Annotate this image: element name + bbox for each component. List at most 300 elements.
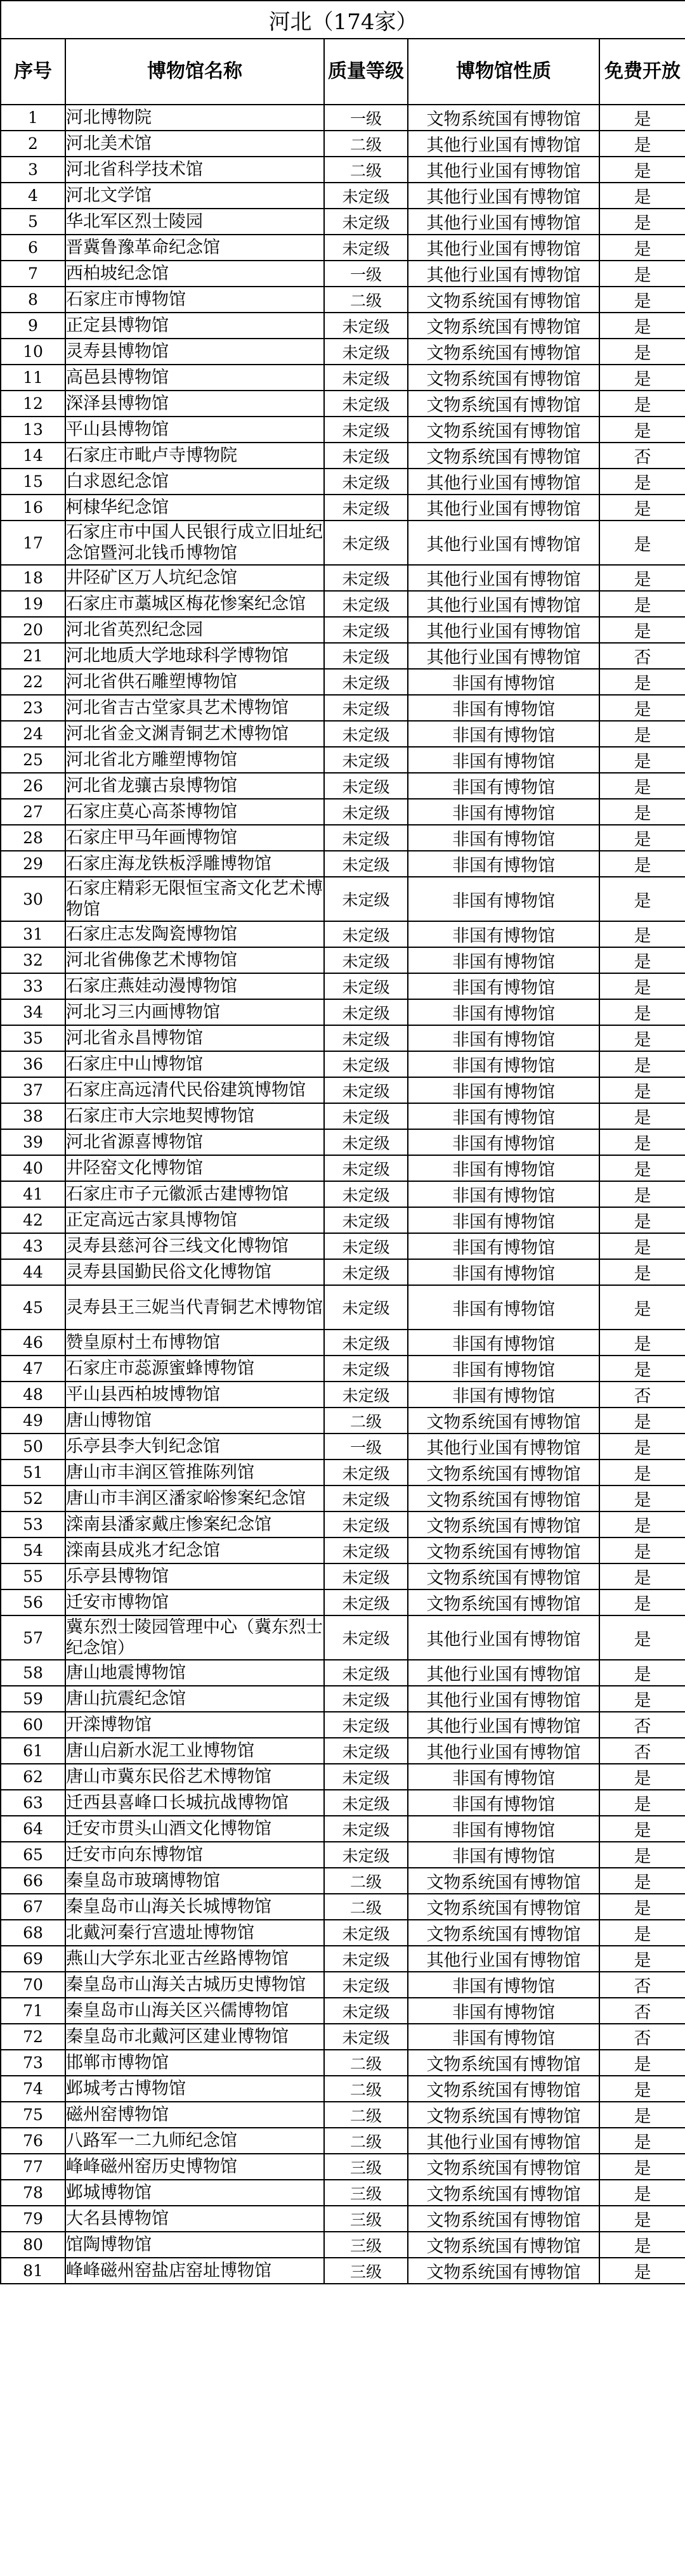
table-row [1,799,685,825]
quality-level: 未定级 [324,1460,408,1485]
table-row [1,1712,685,1738]
free-admission: 是 [599,721,685,747]
free-admission: 是 [599,495,685,521]
table-row [1,721,685,747]
free-admission: 是 [599,157,685,183]
museum-nature: 其他行业国有博物馆 [408,261,599,287]
museum-name: 迁安市博物馆 [65,1589,324,1615]
museum-nature: 文物系统国有博物馆 [408,1460,599,1485]
quality-level: 未定级 [324,643,408,669]
quality-level: 未定级 [324,1155,408,1181]
row-number: 18 [1,565,65,591]
free-admission: 是 [599,417,685,443]
museum-name: 唐山启新水泥工业博物馆 [65,1738,324,1764]
table-row [1,773,685,799]
museum-name: 赞皇原村土布博物馆 [65,1330,324,1356]
museum-nature: 非国有博物馆 [408,721,599,747]
row-number: 39 [1,1129,65,1155]
table-row [1,183,685,209]
museum-nature: 非国有博物馆 [408,1764,599,1790]
row-number: 5 [1,209,65,235]
header-free: 免费开放 [599,39,685,105]
free-admission: 否 [599,2024,685,2050]
free-admission: 是 [599,591,685,617]
quality-level: 未定级 [324,391,408,417]
table-row [1,1233,685,1259]
row-number: 42 [1,1207,65,1233]
museum-nature: 其他行业国有博物馆 [408,643,599,669]
table-row [1,339,685,365]
museum-nature: 非国有博物馆 [408,1051,599,1077]
quality-level: 一级 [324,261,408,287]
table-row [1,1946,685,1972]
table-row [1,2154,685,2180]
quality-level: 未定级 [324,1790,408,1816]
row-number: 74 [1,2076,65,2102]
free-admission: 是 [599,1842,685,1868]
museum-nature: 文物系统国有博物馆 [408,1511,599,1537]
museum-nature: 非国有博物馆 [408,1382,599,1408]
table-row [1,1408,685,1434]
quality-level: 三级 [324,2180,408,2206]
row-number: 61 [1,1738,65,1764]
museum-nature: 非国有博物馆 [408,947,599,973]
quality-level: 未定级 [324,973,408,999]
free-admission: 是 [599,1103,685,1129]
museum-name: 石家庄市博物馆 [65,287,324,313]
free-admission: 是 [599,773,685,799]
free-admission: 否 [599,1972,685,1998]
museum-nature: 非国有博物馆 [408,1155,599,1181]
row-number: 62 [1,1764,65,1790]
table-row [1,157,685,183]
quality-level: 未定级 [324,851,408,877]
quality-level: 未定级 [324,1382,408,1408]
row-number: 26 [1,773,65,799]
quality-level: 未定级 [324,339,408,365]
free-admission: 是 [599,1764,685,1790]
quality-level: 未定级 [324,521,408,565]
free-admission: 是 [599,261,685,287]
row-number: 15 [1,469,65,495]
museum-name: 石家庄高远清代民俗建筑博物馆 [65,1077,324,1103]
free-admission: 是 [599,2076,685,2102]
table-row [1,1816,685,1842]
quality-level: 未定级 [324,1207,408,1233]
museum-name: 石家庄市中国人民银行成立旧址纪念馆暨河北钱币博物馆 [65,521,324,565]
museum-name: 白求恩纪念馆 [65,469,324,495]
quality-level: 未定级 [324,417,408,443]
table-row [1,105,685,131]
table-row [1,261,685,287]
table-row [1,1764,685,1790]
row-number: 16 [1,495,65,521]
free-admission: 是 [599,617,685,643]
table-row [1,825,685,851]
quality-level: 一级 [324,1434,408,1460]
quality-level: 未定级 [324,1686,408,1712]
museum-name: 石家庄市子元徽派古建博物馆 [65,1181,324,1207]
museum-nature: 非国有博物馆 [408,1129,599,1155]
museum-nature: 文物系统国有博物馆 [408,1563,599,1589]
table-row [1,1356,685,1382]
museum-name: 灵寿县王三妮当代青铜艺术博物馆 [65,1285,324,1330]
free-admission: 是 [599,105,685,131]
museum-name: 正定高远古家具博物馆 [65,1207,324,1233]
row-number: 34 [1,999,65,1025]
table-row [1,1155,685,1181]
free-admission: 是 [599,1894,685,1920]
row-number: 77 [1,2154,65,2180]
free-admission: 是 [599,747,685,773]
free-admission: 否 [599,643,685,669]
museum-name: 石家庄市藁城区梅花惨案纪念馆 [65,591,324,617]
header-level: 质量等级 [324,39,408,105]
quality-level: 二级 [324,131,408,157]
quality-level: 三级 [324,2206,408,2232]
museum-nature: 非国有博物馆 [408,999,599,1025]
table-row [1,287,685,313]
museum-nature: 其他行业国有博物馆 [408,1712,599,1738]
museum-name: 灵寿县国勤民俗文化博物馆 [65,1259,324,1285]
row-number: 20 [1,617,65,643]
row-number: 78 [1,2180,65,2206]
museum-name: 河北文学馆 [65,183,324,209]
free-admission: 是 [599,947,685,973]
row-number: 21 [1,643,65,669]
quality-level: 未定级 [324,1816,408,1842]
quality-level: 二级 [324,1408,408,1434]
museum-nature: 其他行业国有博物馆 [408,495,599,521]
quality-level: 未定级 [324,1920,408,1946]
museum-nature: 非国有博物馆 [408,921,599,947]
free-admission: 是 [599,1920,685,1946]
museum-nature: 其他行业国有博物馆 [408,1434,599,1460]
museum-nature: 其他行业国有博物馆 [408,521,599,565]
museum-name: 唐山地震博物馆 [65,1660,324,1686]
quality-level: 三级 [324,2232,408,2258]
table-row [1,1563,685,1589]
row-number: 37 [1,1077,65,1103]
museum-name: 唐山博物馆 [65,1408,324,1434]
free-admission: 是 [599,183,685,209]
quality-level: 未定级 [324,1537,408,1563]
museum-nature: 非国有博物馆 [408,1259,599,1285]
free-admission: 是 [599,339,685,365]
quality-level: 未定级 [324,1285,408,1330]
free-admission: 是 [599,365,685,391]
museum-name: 开滦博物馆 [65,1712,324,1738]
quality-level: 未定级 [324,721,408,747]
table-row [1,2206,685,2232]
table-row [1,495,685,521]
row-number: 43 [1,1233,65,1259]
quality-level: 未定级 [324,1181,408,1207]
museum-name: 河北省北方雕塑博物馆 [65,747,324,773]
museum-name: 邺城考古博物馆 [65,2076,324,2102]
free-admission: 是 [599,1077,685,1103]
table-row [1,1589,685,1615]
quality-level: 未定级 [324,1233,408,1259]
museum-name: 灵寿县博物馆 [65,339,324,365]
row-number: 24 [1,721,65,747]
table-title: 河北（174家） [1,1,685,39]
free-admission: 是 [599,2128,685,2154]
free-admission: 是 [599,2154,685,2180]
quality-level: 未定级 [324,999,408,1025]
table-row [1,851,685,877]
museum-name: 柯棣华纪念馆 [65,495,324,521]
table-row [1,1460,685,1485]
museum-name: 石家庄燕娃动漫博物馆 [65,973,324,999]
quality-level: 未定级 [324,747,408,773]
row-number: 2 [1,131,65,157]
table-row [1,973,685,999]
row-number: 47 [1,1356,65,1382]
museum-nature: 非国有博物馆 [408,1103,599,1129]
quality-level: 未定级 [324,1563,408,1589]
museum-name: 迁安市向东博物馆 [65,1842,324,1868]
table-row [1,877,685,921]
table-row [1,999,685,1025]
museum-nature: 其他行业国有博物馆 [408,157,599,183]
table-row [1,1998,685,2024]
museum-nature: 文物系统国有博物馆 [408,2154,599,2180]
header-name: 博物馆名称 [65,39,324,105]
row-number: 59 [1,1686,65,1712]
table-row [1,1511,685,1537]
table-row [1,1485,685,1511]
museum-nature: 非国有博物馆 [408,2024,599,2050]
free-admission: 是 [599,973,685,999]
table-row [1,443,685,469]
quality-level: 未定级 [324,1712,408,1738]
table-row [1,417,685,443]
row-number: 14 [1,443,65,469]
row-number: 53 [1,1511,65,1537]
table-row [1,1537,685,1563]
museum-name: 河北习三内画博物馆 [65,999,324,1025]
quality-level: 二级 [324,2076,408,2102]
free-admission: 是 [599,1051,685,1077]
row-number: 40 [1,1155,65,1181]
table-row [1,1615,685,1660]
free-admission: 是 [599,131,685,157]
free-admission: 是 [599,1868,685,1894]
museum-name: 乐亭县李大钊纪念馆 [65,1434,324,1460]
row-number: 1 [1,105,65,131]
museum-name: 河北省科学技术馆 [65,157,324,183]
row-number: 81 [1,2258,65,2284]
museum-nature: 其他行业国有博物馆 [408,591,599,617]
museum-nature: 其他行业国有博物馆 [408,131,599,157]
row-number: 70 [1,1972,65,1998]
museum-nature: 其他行业国有博物馆 [408,183,599,209]
free-admission: 是 [599,1285,685,1330]
row-number: 72 [1,2024,65,2050]
quality-level: 未定级 [324,469,408,495]
row-number: 35 [1,1025,65,1051]
quality-level: 未定级 [324,773,408,799]
museum-nature: 非国有博物馆 [408,1233,599,1259]
table-row [1,2102,685,2128]
row-number: 3 [1,157,65,183]
free-admission: 是 [599,1181,685,1207]
quality-level: 未定级 [324,1511,408,1537]
museum-nature: 文物系统国有博物馆 [408,2232,599,2258]
museum-nature: 文物系统国有博物馆 [408,339,599,365]
quality-level: 未定级 [324,1356,408,1382]
museum-name: 滦南县潘家戴庄惨案纪念馆 [65,1511,324,1537]
row-number: 48 [1,1382,65,1408]
row-number: 41 [1,1181,65,1207]
row-number: 44 [1,1259,65,1285]
row-number: 65 [1,1842,65,1868]
row-number: 17 [1,521,65,565]
quality-level: 二级 [324,2050,408,2076]
quality-level: 未定级 [324,1077,408,1103]
table-row [1,1207,685,1233]
free-admission: 是 [599,1946,685,1972]
museum-nature: 文物系统国有博物馆 [408,313,599,339]
museum-name: 灵寿县慈河谷三线文化博物馆 [65,1233,324,1259]
museum-name: 河北省英烈纪念园 [65,617,324,643]
free-admission: 是 [599,209,685,235]
table-row [1,591,685,617]
table-row [1,1025,685,1051]
row-number: 11 [1,365,65,391]
row-number: 12 [1,391,65,417]
free-admission: 是 [599,1686,685,1712]
table-row [1,1103,685,1129]
free-admission: 是 [599,1615,685,1660]
free-admission: 是 [599,565,685,591]
museum-name: 八路军一二九师纪念馆 [65,2128,324,2154]
row-number: 76 [1,2128,65,2154]
row-number: 29 [1,851,65,877]
quality-level: 未定级 [324,1589,408,1615]
museum-name: 河北美术馆 [65,131,324,157]
free-admission: 是 [599,1660,685,1686]
table-row [1,1077,685,1103]
museum-nature: 非国有博物馆 [408,877,599,921]
museum-nature: 文物系统国有博物馆 [408,2206,599,2232]
free-admission: 是 [599,1460,685,1485]
museum-nature: 非国有博物馆 [408,1972,599,1998]
museum-name: 石家庄市大宗地契博物馆 [65,1103,324,1129]
museum-nature: 文物系统国有博物馆 [408,1589,599,1615]
museum-nature: 非国有博物馆 [408,799,599,825]
table-row [1,617,685,643]
quality-level: 未定级 [324,1259,408,1285]
free-admission: 是 [599,521,685,565]
museum-name: 乐亭县博物馆 [65,1563,324,1589]
row-number: 58 [1,1660,65,1686]
table-row [1,2180,685,2206]
quality-level: 未定级 [324,443,408,469]
table-row [1,2128,685,2154]
museum-name: 西柏坡纪念馆 [65,261,324,287]
table-row [1,1920,685,1946]
free-admission: 是 [599,1330,685,1356]
free-admission: 是 [599,2102,685,2128]
table-row [1,1330,685,1356]
table-row [1,1868,685,1894]
quality-level: 未定级 [324,1842,408,1868]
museum-name: 石家庄甲马年画博物馆 [65,825,324,851]
museum-nature: 非国有博物馆 [408,973,599,999]
free-admission: 是 [599,1259,685,1285]
museum-name: 石家庄志发陶瓷博物馆 [65,921,324,947]
museum-name: 秦皇岛市玻璃博物馆 [65,1868,324,1894]
museum-nature: 文物系统国有博物馆 [408,365,599,391]
table-row [1,565,685,591]
museum-nature: 非国有博物馆 [408,1285,599,1330]
quality-level: 未定级 [324,565,408,591]
row-number: 4 [1,183,65,209]
table-row [1,921,685,947]
free-admission: 是 [599,2258,685,2284]
free-admission: 是 [599,1155,685,1181]
free-admission: 否 [599,1998,685,2024]
table-row [1,695,685,721]
free-admission: 是 [599,825,685,851]
museum-name: 石家庄市毗卢寺博物院 [65,443,324,469]
museum-nature: 文物系统国有博物馆 [408,391,599,417]
museum-nature: 其他行业国有博物馆 [408,1738,599,1764]
museum-nature: 非国有博物馆 [408,1025,599,1051]
museum-nature: 非国有博物馆 [408,1356,599,1382]
free-admission: 是 [599,1563,685,1589]
row-number: 69 [1,1946,65,1972]
museum-name: 滦南县成兆才纪念馆 [65,1537,324,1563]
museum-name: 唐山市冀东民俗艺术博物馆 [65,1764,324,1790]
row-number: 54 [1,1537,65,1563]
row-number: 19 [1,591,65,617]
free-admission: 是 [599,313,685,339]
free-admission: 是 [599,1790,685,1816]
quality-level: 未定级 [324,1129,408,1155]
free-admission: 是 [599,2206,685,2232]
quality-level: 二级 [324,1894,408,1920]
free-admission: 是 [599,921,685,947]
museum-name: 河北省永昌博物馆 [65,1025,324,1051]
museum-name: 河北省吉古堂家具艺术博物馆 [65,695,324,721]
museum-nature: 文物系统国有博物馆 [408,1408,599,1434]
museum-nature: 非国有博物馆 [408,825,599,851]
table-row [1,1790,685,1816]
table-row [1,2050,685,2076]
museum-name: 深泽县博物馆 [65,391,324,417]
table-body [1,105,685,2284]
quality-level: 未定级 [324,1998,408,2024]
museum-nature: 其他行业国有博物馆 [408,2128,599,2154]
museum-nature: 非国有博物馆 [408,695,599,721]
museum-name: 石家庄市蕊源蜜蜂博物馆 [65,1356,324,1382]
quality-level: 未定级 [324,2024,408,2050]
museum-nature: 非国有博物馆 [408,1816,599,1842]
table-row [1,747,685,773]
row-number: 56 [1,1589,65,1615]
row-number: 22 [1,669,65,695]
museum-nature: 文物系统国有博物馆 [408,1485,599,1511]
quality-level: 未定级 [324,799,408,825]
quality-level: 未定级 [324,1738,408,1764]
museum-name: 河北省供石雕塑博物馆 [65,669,324,695]
table-row [1,1051,685,1077]
free-admission: 是 [599,2050,685,2076]
museum-nature: 非国有博物馆 [408,1207,599,1233]
